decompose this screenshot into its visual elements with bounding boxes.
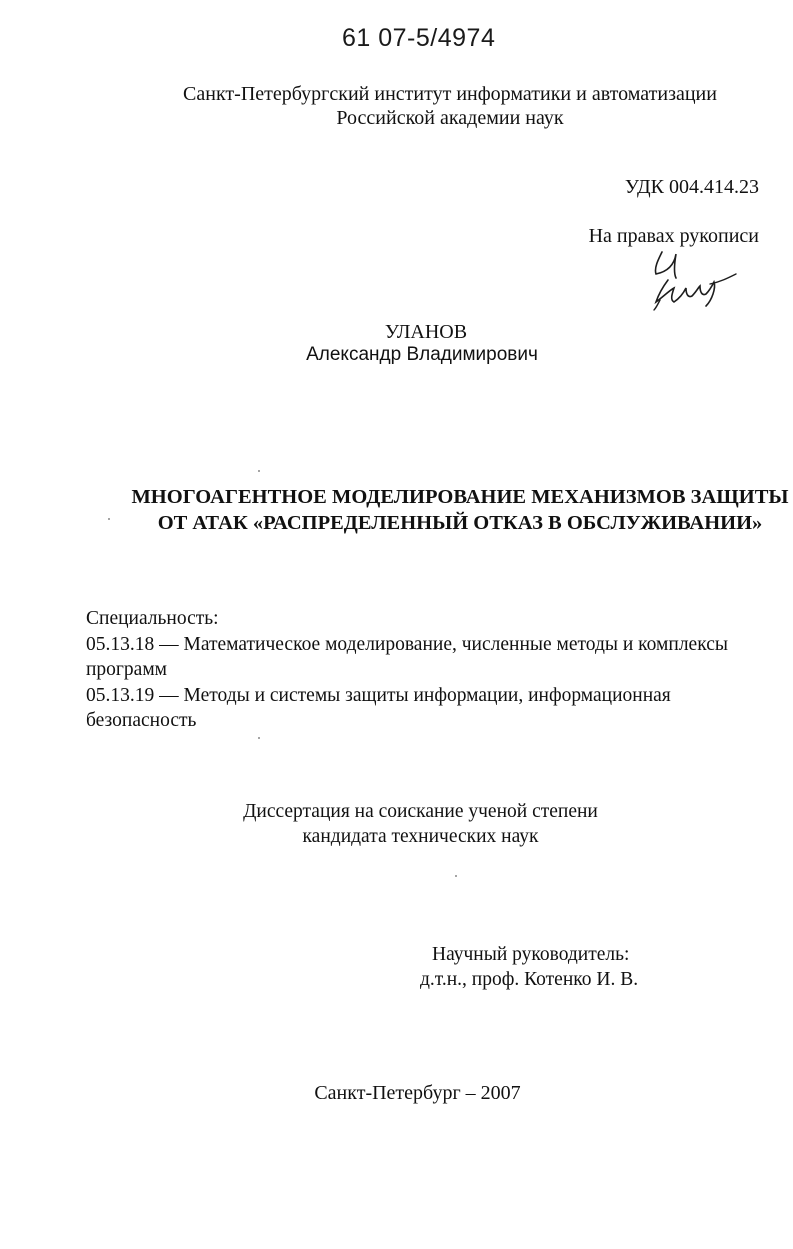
degree-line-2: кандидата технических наук <box>302 826 539 847</box>
udk-code: УДК 004.414.23 <box>624 176 759 198</box>
institution-header <box>150 82 750 130</box>
author-given-names: Александр Владимирович <box>306 344 538 365</box>
specialty-label: Специальность: <box>86 608 219 629</box>
scan-speck <box>108 518 110 520</box>
scientific-advisor <box>420 942 638 992</box>
author-surname: УЛАНОВ <box>384 321 468 343</box>
institution-line-1: Санкт-Петербургский институт информатики и автоматизации <box>183 83 717 105</box>
dissertation-title <box>60 484 793 536</box>
degree-line-1: Диссертация на соискание ученой степени <box>243 801 598 822</box>
specialty-block <box>86 606 766 734</box>
city-year: Санкт-Петербург – 2007 <box>314 1082 521 1104</box>
institution-line-2: Российской академии наук <box>336 107 564 129</box>
degree-statement <box>0 799 793 849</box>
advisor-name: д.т.н., проф. Котенко И. В. <box>420 969 639 990</box>
scan-speck <box>258 470 260 472</box>
specialty-item: 05.13.19 — Методы и системы защиты информации, информационная безопасность <box>86 684 671 731</box>
advisor-label: Научный руководитель: <box>432 944 630 965</box>
scan-speck <box>455 875 457 877</box>
title-line-1: МНОГОАГЕНТНОЕ МОДЕЛИРОВАНИЕ МЕХАНИЗМОВ ЗАЩИТЫ <box>131 486 789 508</box>
archive-stamp-number: 61 07-5/4974 <box>342 24 496 52</box>
handwritten-signature <box>640 244 750 314</box>
scan-speck <box>258 737 260 739</box>
title-line-2: ОТ АТАК «РАСПРЕДЕЛЕННЫЙ ОТКАЗ В ОБСЛУЖИВАНИИ» <box>157 512 763 534</box>
specialty-item: 05.13.18 — Математическое моделирование, численные методы и комплексы программ <box>86 633 728 680</box>
manuscript-rights-note: На правах рукописи <box>588 225 759 247</box>
